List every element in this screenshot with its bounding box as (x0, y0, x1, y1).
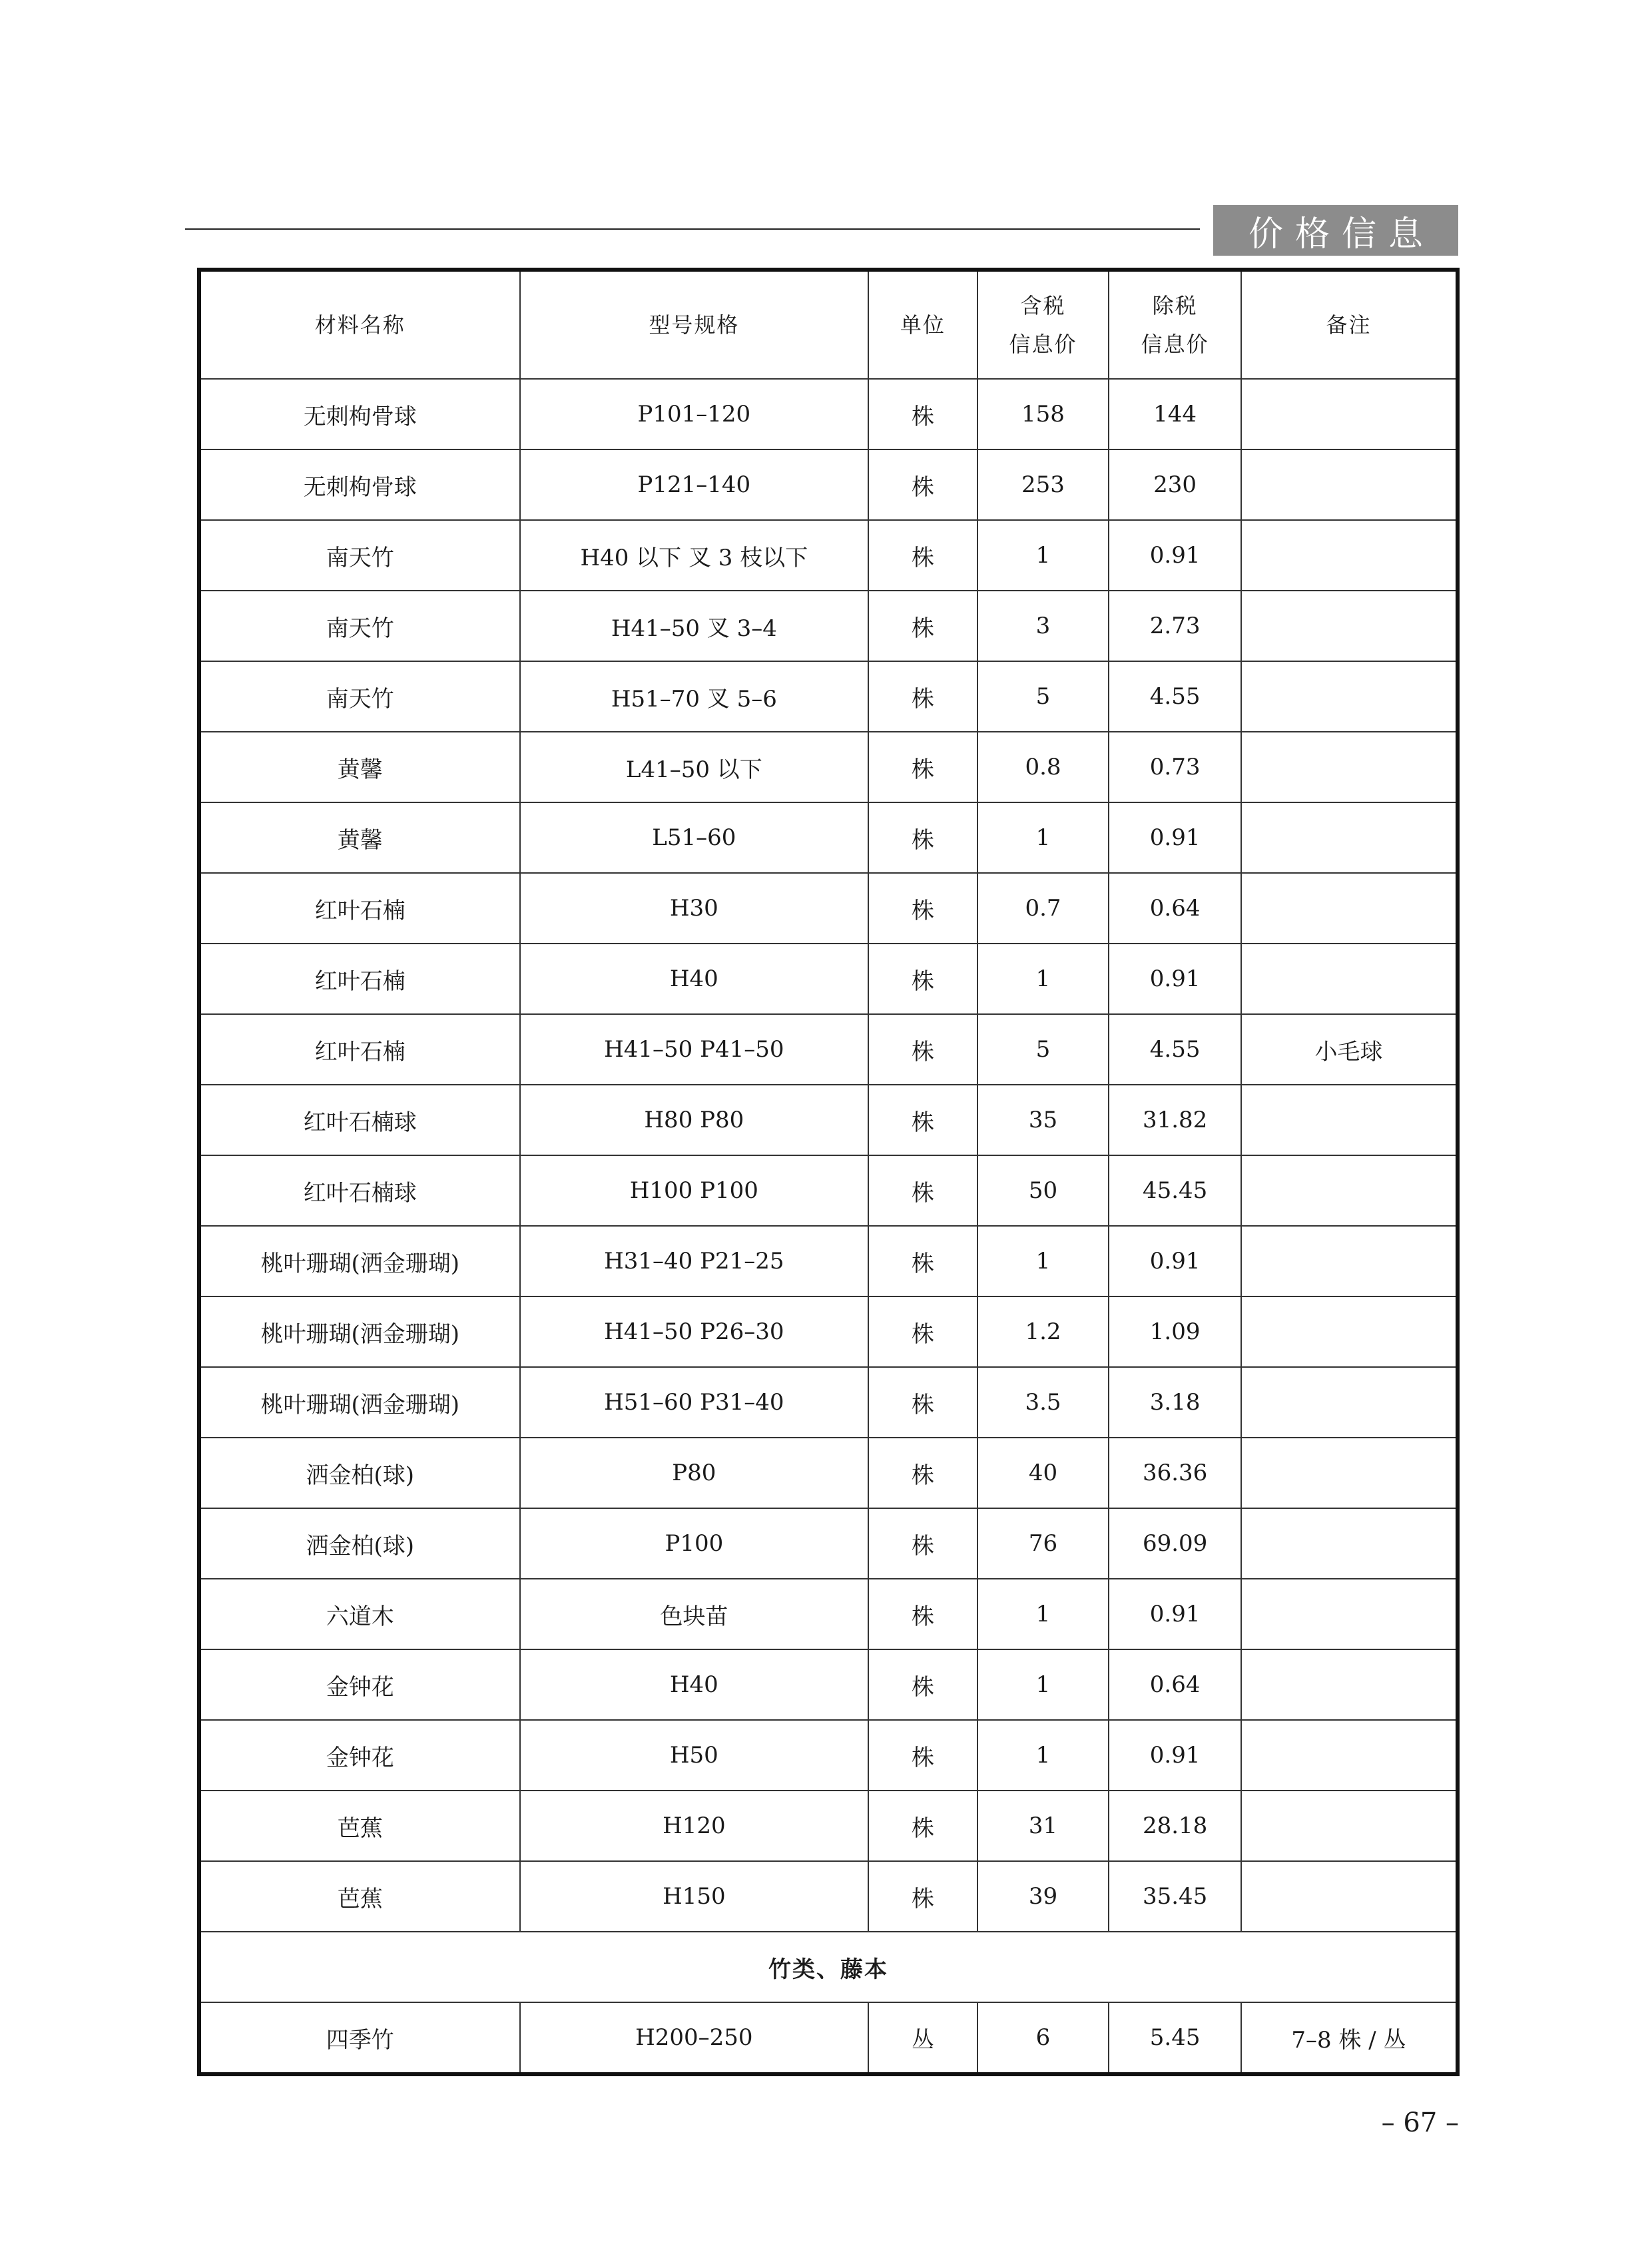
table-row (199, 1367, 1458, 1438)
cell-material-name: 六道木 (199, 1579, 520, 1649)
cell-note (1241, 661, 1458, 732)
cell-note (1241, 1649, 1458, 1720)
header-label-line2: 信息价 (1141, 332, 1209, 357)
cell-tax-incl-price: 50 (977, 1155, 1109, 1226)
cell-material-name: 黄馨 (199, 732, 520, 802)
header-note (1241, 270, 1458, 379)
header-rule (185, 228, 1200, 230)
cell-material-name: 芭蕉 (199, 1791, 520, 1861)
cell-unit: 株 (868, 591, 977, 661)
cell-material-name: 无刺枸骨球 (199, 449, 520, 520)
cell-material-name: 红叶石楠 (199, 1014, 520, 1085)
cell-spec: H40 (520, 944, 869, 1014)
cell-tax-excl-price: 28.18 (1109, 1791, 1241, 1861)
cell-tax-excl-price: 0.91 (1109, 520, 1241, 591)
cell-note (1241, 1085, 1458, 1155)
cell-tax-incl-price: 39 (977, 1861, 1109, 1932)
cell-spec: H30 (520, 873, 869, 944)
cell-note (1241, 732, 1458, 802)
cell-spec: P101–120 (520, 379, 869, 449)
cell-note (1241, 1791, 1458, 1861)
table-row (199, 2002, 1458, 2074)
cell-unit: 株 (868, 1085, 977, 1155)
cell-tax-excl-price: 4.55 (1109, 661, 1241, 732)
cell-material-name: 四季竹 (199, 2002, 520, 2074)
cell-spec: H50 (520, 1720, 869, 1791)
cell-material-name: 洒金柏(球) (199, 1508, 520, 1579)
table-row (199, 1649, 1458, 1720)
cell-unit: 株 (868, 1791, 977, 1861)
header-label: 单位 (900, 312, 946, 338)
table-row (199, 1226, 1458, 1296)
cell-tax-excl-price: 0.91 (1109, 1720, 1241, 1791)
cell-spec: H51–70 叉 5–6 (520, 661, 869, 732)
cell-unit: 株 (868, 379, 977, 449)
table-row (199, 802, 1458, 873)
cell-spec: H40 以下 叉 3 枝以下 (520, 520, 869, 591)
cell-unit: 株 (868, 1438, 977, 1508)
cell-tax-excl-price: 35.45 (1109, 1861, 1241, 1932)
cell-spec: 色块苗 (520, 1579, 869, 1649)
category-row (199, 1932, 1458, 2002)
cell-spec: H41–50 叉 3–4 (520, 591, 869, 661)
cell-note (1241, 873, 1458, 944)
header-label: 材料名称 (314, 312, 406, 338)
cell-tax-excl-price: 230 (1109, 449, 1241, 520)
cell-tax-excl-price: 0.91 (1109, 802, 1241, 873)
cell-tax-incl-price: 6 (977, 2002, 1109, 2074)
cell-spec: L41–50 以下 (520, 732, 869, 802)
cell-unit: 株 (868, 520, 977, 591)
table-row (199, 1720, 1458, 1791)
cell-unit: 株 (868, 1579, 977, 1649)
cell-tax-incl-price: 40 (977, 1438, 1109, 1508)
cell-note (1241, 1226, 1458, 1296)
table-row (199, 379, 1458, 449)
table-row (199, 661, 1458, 732)
header-unit (868, 270, 977, 379)
cell-spec: P80 (520, 1438, 869, 1508)
table-body (199, 379, 1458, 2074)
cell-unit: 株 (868, 449, 977, 520)
cell-tax-excl-price: 1.09 (1109, 1296, 1241, 1367)
cell-tax-incl-price: 3 (977, 591, 1109, 661)
cell-note (1241, 802, 1458, 873)
cell-material-name: 南天竹 (199, 591, 520, 661)
header-label: 型号规格 (649, 312, 740, 338)
cell-tax-excl-price: 2.73 (1109, 591, 1241, 661)
cell-material-name: 金钟花 (199, 1649, 520, 1720)
header-spec (520, 270, 869, 379)
table-row (199, 1085, 1458, 1155)
cell-unit: 株 (868, 661, 977, 732)
cell-note (1241, 520, 1458, 591)
header-label: 备注 (1326, 312, 1372, 338)
cell-unit: 株 (868, 1508, 977, 1579)
cell-spec: P121–140 (520, 449, 869, 520)
header-tax-incl-price (977, 270, 1109, 379)
cell-spec: H41–50 P26–30 (520, 1296, 869, 1367)
table-header-row (199, 270, 1458, 379)
cell-tax-incl-price: 35 (977, 1085, 1109, 1155)
table-row (199, 1861, 1458, 1932)
cell-material-name: 桃叶珊瑚(洒金珊瑚) (199, 1296, 520, 1367)
cell-unit: 株 (868, 1649, 977, 1720)
cell-tax-excl-price: 45.45 (1109, 1155, 1241, 1226)
cell-note (1241, 1367, 1458, 1438)
cell-tax-incl-price: 1.2 (977, 1296, 1109, 1367)
table-row (199, 1014, 1458, 1085)
cell-unit: 株 (868, 1861, 977, 1932)
cell-material-name: 洒金柏(球) (199, 1438, 520, 1508)
cell-unit: 株 (868, 802, 977, 873)
cell-material-name: 红叶石楠 (199, 944, 520, 1014)
cell-tax-excl-price: 0.64 (1109, 1649, 1241, 1720)
cell-note (1241, 1579, 1458, 1649)
cell-note (1241, 1861, 1458, 1932)
cell-tax-excl-price: 0.91 (1109, 1226, 1241, 1296)
price-table (197, 268, 1460, 2076)
cell-tax-incl-price: 158 (977, 379, 1109, 449)
cell-tax-excl-price: 144 (1109, 379, 1241, 449)
cell-note (1241, 1438, 1458, 1508)
cell-unit: 株 (868, 1720, 977, 1791)
cell-spec: L51–60 (520, 802, 869, 873)
cell-tax-excl-price: 5.45 (1109, 2002, 1241, 2074)
header-label-line2: 信息价 (1009, 332, 1077, 357)
table-row (199, 1791, 1458, 1861)
cell-tax-incl-price: 1 (977, 802, 1109, 873)
table-row (199, 1438, 1458, 1508)
cell-spec: P100 (520, 1508, 869, 1579)
cell-tax-incl-price: 1 (977, 1649, 1109, 1720)
table-row (199, 1579, 1458, 1649)
cell-tax-incl-price: 31 (977, 1791, 1109, 1861)
table-row (199, 873, 1458, 944)
table-row (199, 944, 1458, 1014)
cell-unit: 株 (868, 1296, 977, 1367)
cell-note (1241, 944, 1458, 1014)
cell-tax-excl-price: 0.64 (1109, 873, 1241, 944)
cell-unit: 株 (868, 873, 977, 944)
cell-tax-excl-price: 0.91 (1109, 1579, 1241, 1649)
cell-note (1241, 591, 1458, 661)
table-row (199, 1508, 1458, 1579)
cell-spec: H120 (520, 1791, 869, 1861)
cell-material-name: 南天竹 (199, 520, 520, 591)
cell-unit: 株 (868, 1155, 977, 1226)
cell-unit: 株 (868, 1014, 977, 1085)
cell-unit: 株 (868, 944, 977, 1014)
cell-note (1241, 1508, 1458, 1579)
cell-unit: 株 (868, 732, 977, 802)
cell-unit: 株 (868, 1367, 977, 1438)
header-label: 除税 (1152, 293, 1198, 318)
cell-spec: H41–50 P41–50 (520, 1014, 869, 1085)
header-material-name (199, 270, 520, 379)
cell-unit: 株 (868, 1226, 977, 1296)
cell-material-name: 南天竹 (199, 661, 520, 732)
cell-tax-incl-price: 1 (977, 520, 1109, 591)
header-label: 含税 (1020, 293, 1066, 318)
cell-note (1241, 379, 1458, 449)
cell-tax-excl-price: 4.55 (1109, 1014, 1241, 1085)
cell-note (1241, 1155, 1458, 1226)
cell-tax-incl-price: 1 (977, 1579, 1109, 1649)
cell-material-name: 无刺枸骨球 (199, 379, 520, 449)
cell-material-name: 黄馨 (199, 802, 520, 873)
cell-material-name: 金钟花 (199, 1720, 520, 1791)
cell-material-name: 桃叶珊瑚(洒金珊瑚) (199, 1367, 520, 1438)
table-row (199, 520, 1458, 591)
table-row (199, 732, 1458, 802)
cell-spec: H31–40 P21–25 (520, 1226, 869, 1296)
cell-tax-incl-price: 1 (977, 1720, 1109, 1791)
cell-tax-excl-price: 3.18 (1109, 1367, 1241, 1438)
section-title-badge: 价格信息 (1213, 205, 1458, 256)
cell-material-name: 红叶石楠球 (199, 1085, 520, 1155)
header-tax-excl-price (1109, 270, 1241, 379)
cell-tax-incl-price: 5 (977, 1014, 1109, 1085)
table-row (199, 449, 1458, 520)
cell-tax-excl-price: 0.73 (1109, 732, 1241, 802)
table-row (199, 591, 1458, 661)
cell-note (1241, 1296, 1458, 1367)
cell-tax-incl-price: 1 (977, 1226, 1109, 1296)
cell-spec: H100 P100 (520, 1155, 869, 1226)
cell-spec: H80 P80 (520, 1085, 869, 1155)
cell-spec: H200–250 (520, 2002, 869, 2074)
cell-note: 7–8 株 / 丛 (1241, 2002, 1458, 2074)
cell-tax-incl-price: 1 (977, 944, 1109, 1014)
cell-note (1241, 449, 1458, 520)
cell-material-name: 桃叶珊瑚(洒金珊瑚) (199, 1226, 520, 1296)
cell-tax-incl-price: 0.7 (977, 873, 1109, 944)
table-row (199, 1296, 1458, 1367)
page-number: – 67 – (1381, 2108, 1459, 2138)
cell-spec: H51–60 P31–40 (520, 1367, 869, 1438)
cell-tax-incl-price: 76 (977, 1508, 1109, 1579)
cell-spec: H150 (520, 1861, 869, 1932)
cell-note (1241, 1720, 1458, 1791)
cell-tax-excl-price: 36.36 (1109, 1438, 1241, 1508)
cell-tax-incl-price: 5 (977, 661, 1109, 732)
cell-material-name: 红叶石楠 (199, 873, 520, 944)
cell-note: 小毛球 (1241, 1014, 1458, 1085)
cell-tax-incl-price: 3.5 (977, 1367, 1109, 1438)
cell-tax-incl-price: 253 (977, 449, 1109, 520)
cell-tax-incl-price: 0.8 (977, 732, 1109, 802)
cell-tax-excl-price: 31.82 (1109, 1085, 1241, 1155)
cell-tax-excl-price: 0.91 (1109, 944, 1241, 1014)
cell-unit: 丛 (868, 2002, 977, 2074)
cell-spec: H40 (520, 1649, 869, 1720)
table-row (199, 1155, 1458, 1226)
category-label: 竹类、藤本 (199, 1932, 1458, 2002)
cell-material-name: 红叶石楠球 (199, 1155, 520, 1226)
cell-tax-excl-price: 69.09 (1109, 1508, 1241, 1579)
cell-material-name: 芭蕉 (199, 1861, 520, 1932)
